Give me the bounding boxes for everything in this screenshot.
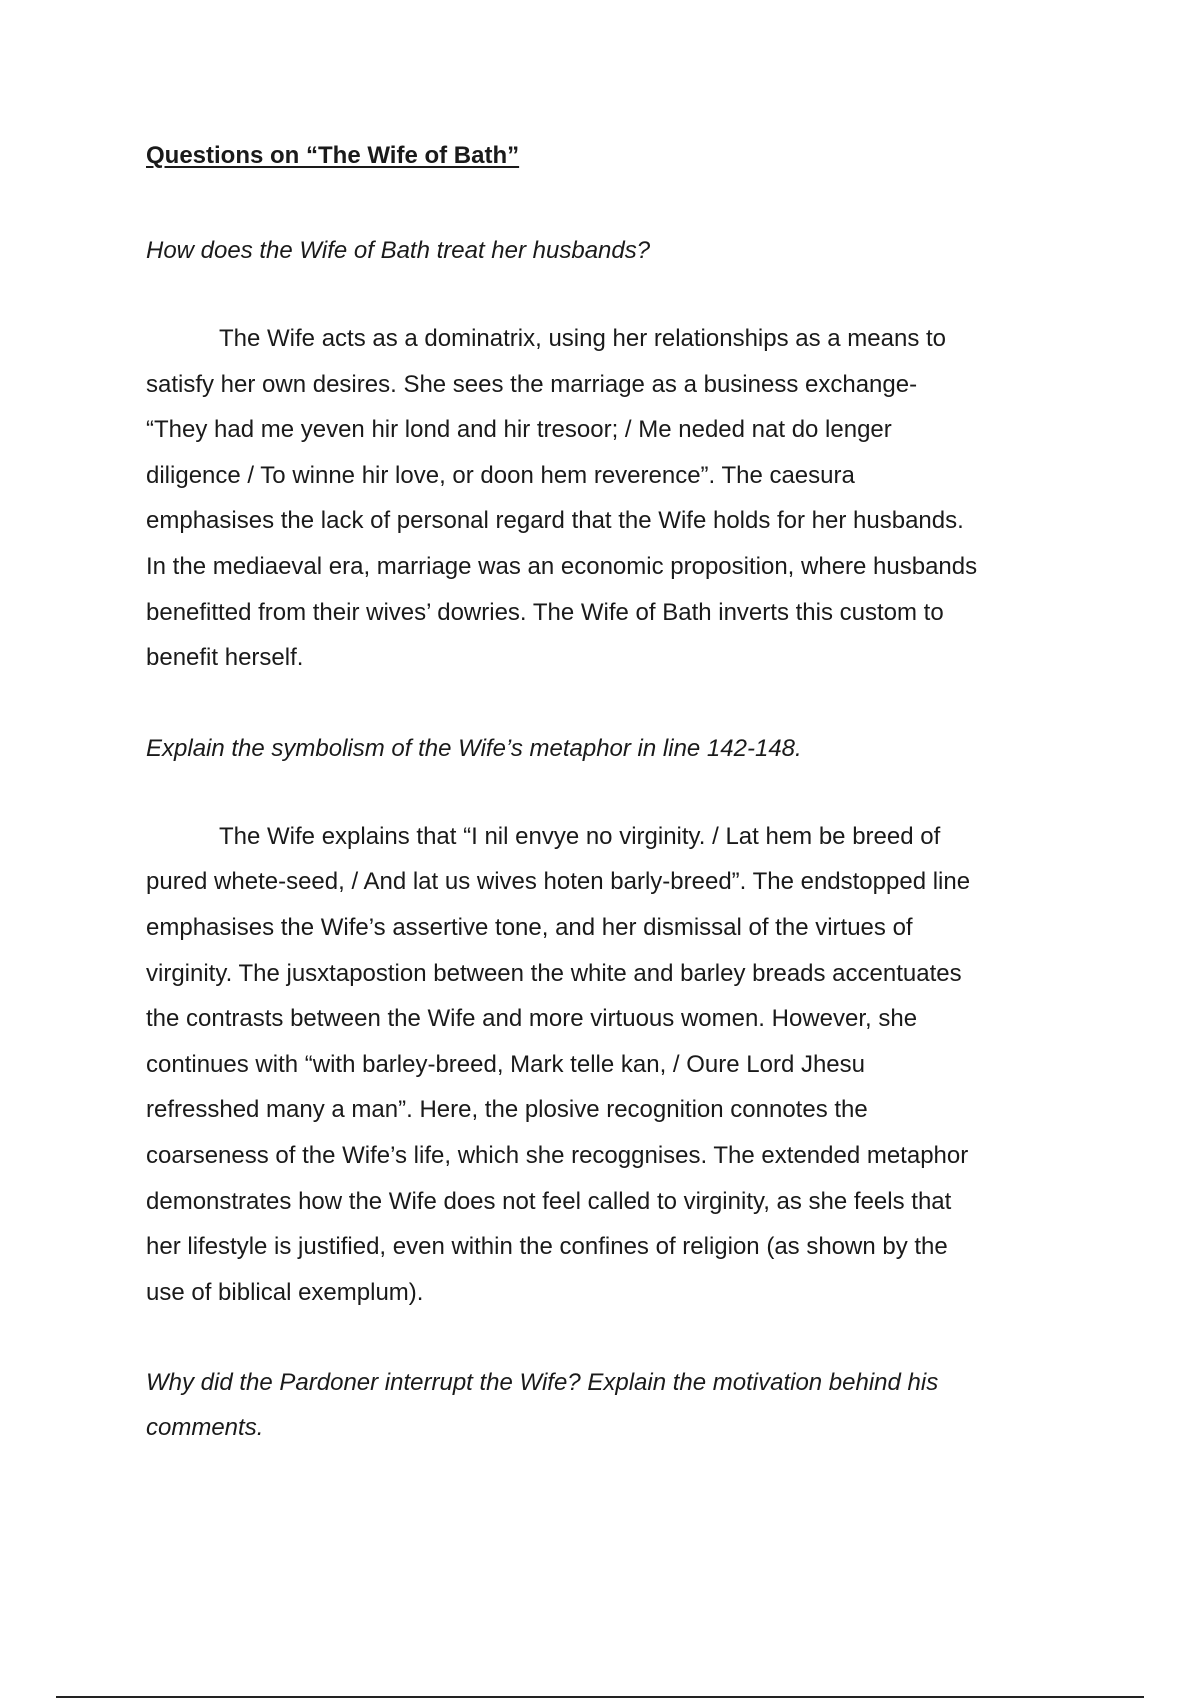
- question-3: [146, 1360, 1066, 1450]
- question-3-line: Why did the Pardoner interrupt the Wife? Explain the motivation behind his: [146, 1369, 939, 1397]
- answer-1-line: benefitted from their wives’ dowries. The Wife of Bath inverts this custom to: [146, 598, 944, 626]
- answer-2-line: emphasises the Wife’s assertive tone, and her dismissal of the virtues of: [146, 913, 913, 941]
- answer-2-line: use of biblical exemplum).: [146, 1278, 424, 1306]
- page-bottom-rule: [56, 1696, 1144, 1698]
- answer-1-line: In the mediaeval era, marriage was an economic proposition, where husbands: [146, 552, 978, 580]
- question-1: How does the Wife of Bath treat her husbands?: [146, 237, 651, 264]
- answer-1-line: satisfy her own desires. She sees the marriage as a business exchange-: [146, 370, 918, 398]
- answer-2-line: coarseness of the Wife’s life, which she recoggnises. The extended metaphor: [146, 1141, 969, 1169]
- answer-2: [146, 814, 1066, 1316]
- answer-2-line: The Wife explains that “I nil envye no virginity. / Lat hem be breed of: [219, 822, 941, 850]
- answer-2-line: pured whete-seed, / And lat us wives hoten barly-breed”. The endstopped line: [146, 868, 971, 896]
- answer-2-line: continues with “with barley-breed, Mark telle kan, / Oure Lord Jhesu: [146, 1050, 866, 1078]
- answer-1-line: benefit herself.: [146, 644, 304, 672]
- question-2: Explain the symbolism of the Wife’s metaphor in line 142-148.: [146, 734, 802, 762]
- question-3-line: comments.: [146, 1414, 264, 1442]
- answer-2-line: refresshed many a man”. Here, the plosive recognition connotes the: [146, 1096, 868, 1124]
- answer-1-line: “They had me yeven hir lond and hir tresoor; / Me neded nat do lenger: [146, 416, 892, 444]
- answer-2-line: the contrasts between the Wife and more virtuous women. However, she: [146, 1005, 918, 1033]
- document-title: Questions on “The Wife of Bath”: [146, 142, 520, 169]
- answer-1-line: diligence / To winne hir love, or doon hem reverence”. The caesura: [146, 461, 855, 489]
- answer-2-line: her lifestyle is justified, even within the confines of religion (as shown by the: [146, 1233, 948, 1261]
- answer-1: [146, 316, 1066, 681]
- answer-1-line: emphasises the lack of personal regard that the Wife holds for her husbands.: [146, 507, 964, 535]
- answer-1-line: The Wife acts as a dominatrix, using her relationships as a means to: [219, 325, 947, 352]
- answer-2-line: virginity. The jusxtapostion between the white and barley breads accentuates: [146, 959, 962, 987]
- answer-2-line: demonstrates how the Wife does not feel called to virginity, as she feels that: [146, 1187, 952, 1215]
- document-page: [146, 140, 1066, 1493]
